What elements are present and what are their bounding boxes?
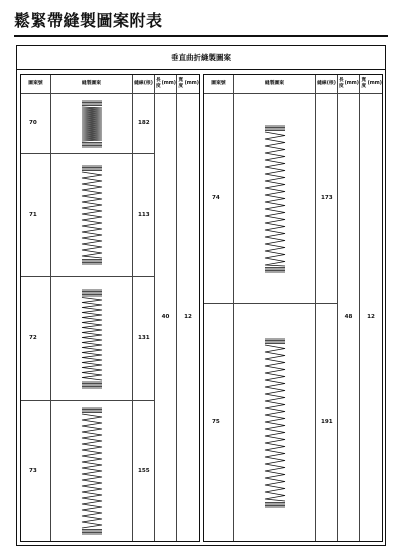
stitch-count: 113 [133,154,155,277]
header-stitches [316,75,338,94]
stitch-pattern-preview [51,94,133,154]
left-table [20,74,200,542]
stitch-count: 182 [133,94,155,154]
stitch-count: 155 [133,401,155,541]
stitch-count: 191 [316,304,338,541]
pattern-id: 72 [21,277,51,401]
header-pattern: 縫製圖案 [51,75,133,94]
header-stitches [133,75,155,94]
header-id: 圖案號 [204,75,234,94]
header-length-unit: (mm) [161,81,176,87]
stitch-pattern-preview [51,277,133,401]
header-width [177,75,199,94]
header-width-label: 寬度 [361,78,367,89]
width-value: 12 [367,314,375,321]
header-width [360,75,382,94]
zigzag-pattern-74 [263,125,287,273]
width-value: 12 [184,314,192,321]
pattern-id: 73 [21,401,51,541]
zigzag-pattern-71 [80,165,104,265]
header-width-label: 寬度 [178,78,184,89]
header-length [155,75,177,94]
header-id: 圖案號 [21,75,51,94]
header-pattern: 縫製圖案 [234,75,316,94]
stitch-pattern-preview [234,94,316,304]
header-length-unit: (mm) [344,81,359,87]
stitch-pattern-preview [51,154,133,277]
header-width-unit: (mm) [367,81,382,87]
stitch-count: 173 [316,94,338,304]
pattern-id: 70 [21,94,51,154]
zigzag-pattern-75 [263,338,287,508]
header-stitches-unit: (根) [143,81,153,87]
header-length-label: 長度 [338,78,344,89]
stitch-pattern-preview [234,304,316,541]
right-table [203,74,383,542]
header-length-label: 長度 [155,78,161,89]
header-stitches-label: 縫線 [317,81,327,87]
header-width-unit: (mm) [184,81,199,87]
stitch-pattern-table [16,45,386,546]
zigzag-pattern-70 [80,100,104,148]
stitch-count: 131 [133,277,155,401]
length-value: 40 [155,94,177,541]
zigzag-pattern-73 [80,407,104,535]
zigzag-pattern-72 [80,289,104,389]
header-length [338,75,360,94]
length-value: 48 [338,94,360,541]
table-title: 垂直曲折縫製圖案 [17,46,385,70]
header-stitches-label: 縫線 [134,81,144,87]
title-divider [14,35,388,37]
page-title: 鬆緊帶縫製圖案附表 [14,11,163,30]
pattern-id: 74 [204,94,234,304]
pattern-id: 75 [204,304,234,541]
pattern-id: 71 [21,154,51,277]
header-stitches-unit: (根) [326,81,336,87]
stitch-pattern-preview [51,401,133,541]
